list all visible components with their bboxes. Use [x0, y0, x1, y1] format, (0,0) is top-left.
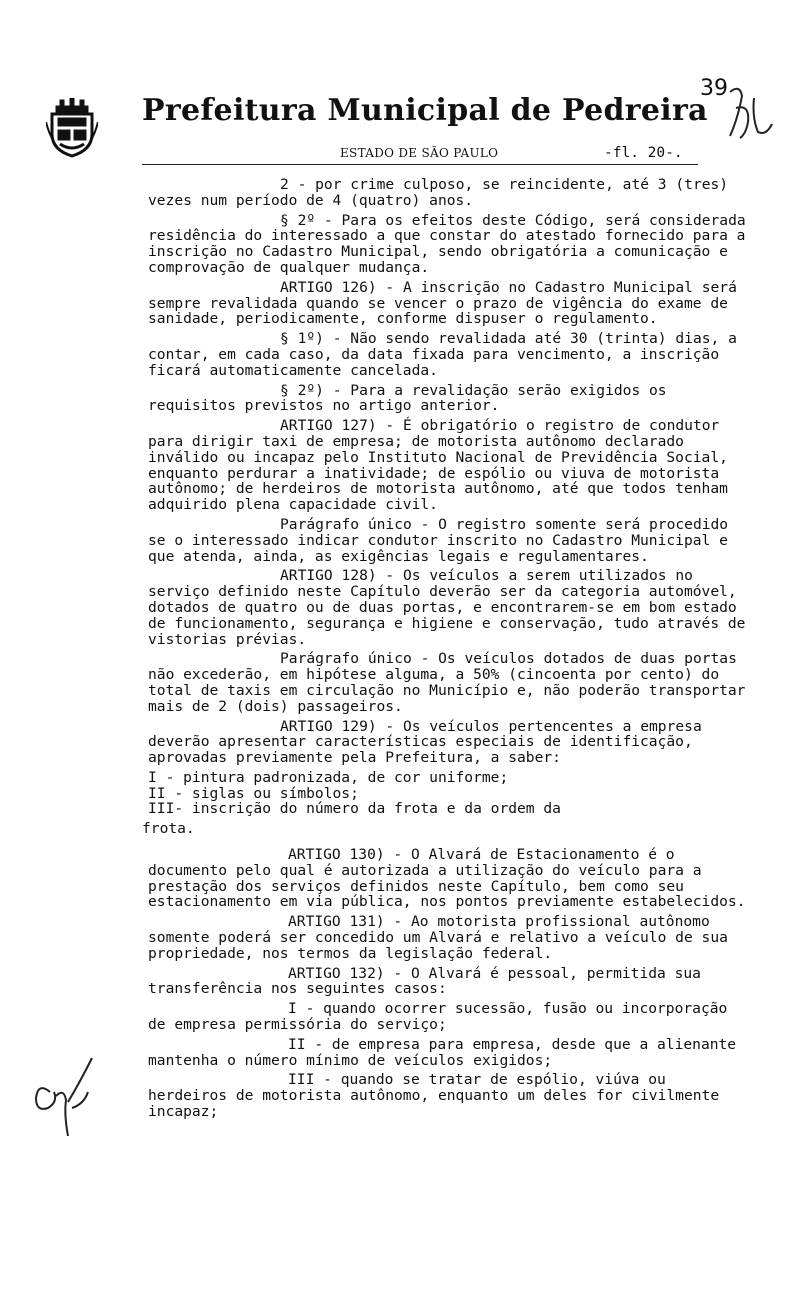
list-item: I - pintura padronizada, de cor uniforme;	[148, 768, 509, 786]
paragraph: § 1º) - Não sendo revalidada até 30 (trinta) dias, a contar, em cada caso, da data fixada para vencimento, a inscrição ficará automaticamente cancelada.	[148, 330, 737, 379]
handwritten-page-number: 39	[700, 76, 728, 101]
paragraph: ARTIGO 128) - Os veículos a serem utilizados no serviço definido neste Capítulo deverão ser da categoria automóvel, dotados de quatro ou de duas portas, e encontrarem-se em bom estado de funcionamento, segurança e higiene e conservação, tudo através de vistorias prévias.	[148, 567, 746, 648]
list-item: II - siglas ou símbolos;	[148, 784, 359, 802]
paragraph: I - quando ocorrer sucessão, fusão ou incorporação de empresa permissória do serviço;	[148, 1000, 728, 1034]
paragraph: ARTIGO 131) - Ao motorista profissional autônomo somente poderá ser concedido um Alvará e relativo a veículo de sua propriedade, nos termos da legislação federal.	[148, 913, 728, 962]
municipal-coat-of-arms-icon	[46, 98, 98, 158]
paragraph: II - de empresa para empresa, desde que a alienante mantenha o número mínimo de veículos exigidos;	[148, 1035, 737, 1069]
paragraph: ARTIGO 132) - O Alvará é pessoal, permitida sua transferência nos seguintes casos:	[148, 964, 701, 998]
document-body	[142, 176, 748, 1124]
paragraph: ARTIGO 129) - Os veículos pertencentes a empresa deverão apresentar características especiais de identificação, aprovadas previamente pela Prefeitura, a saber:	[148, 717, 702, 767]
page-title: Prefeitura Municipal de Pedreira	[142, 93, 708, 128]
paragraph: ARTIGO 126) - A inscrição no Cadastro Municipal será sempre revalidada quando se vencer o prazo de vigência do exame de sanidade, periodicamente, conforme dispuser o regulamento.	[148, 278, 737, 328]
paragraph: § 2º) - Para a revalidação serão exigidos os requisitos previstos no artigo anterior.	[148, 381, 667, 415]
state-subtitle: ESTADO DE SÃO PAULO	[340, 146, 499, 160]
paragraph: § 2º - Para os efeitos deste Código, será considerada residência do interessado a que constar do atestado fornecido para a inscrição no Cadastro Municipal, sendo obrigatória a comunicação e comprovação de qualquer mudança.	[148, 211, 746, 276]
list-item-continuation: frota.	[142, 820, 195, 838]
header-divider	[142, 164, 698, 165]
paragraph: 2 - por crime culposo, se reincidente, até 3 (tres) vezes num período de 4 (quatro) anos.	[148, 176, 729, 209]
paragraph: ARTIGO 130) - O Alvará de Estacionamento é o documento pelo qual é autorizada a utilização do veículo para a prestação dos serviços definidos neste Capítulo, bem como seu estacionamento em via pública, nos pontos previamente estabelecidos.	[148, 846, 746, 911]
handwritten-initials-icon	[710, 78, 780, 148]
paragraph: Parágrafo único - O registro somente será procedido se o interessado indicar condutor inscrito no Cadastro Municipal e que atenda, ainda, as exigências legais e regulamentares.	[148, 515, 729, 565]
margin-signature-icon	[28, 1052, 108, 1142]
paragraph: Parágrafo único - Os veículos dotados de duas portas não excederão, em hipótese alguma, a 50% (cincoenta por cento) do total de taxis em circulação no Município e, não poderão transportar mais de 2 (dois) passageiros.	[148, 650, 746, 715]
folio-number: -fl. 20-.	[604, 145, 683, 161]
list-item: III- inscrição do número da frota e da ordem da	[148, 800, 561, 818]
paragraph: ARTIGO 127) - É obrigatório o registro de condutor para dirigir taxi de empresa; de motorista autônomo declarado inválido ou incapaz pelo Instituto Nacional de Previdência Social, enquanto perdurar a inatividade; de espólio ou viuva de motorista autônomo; de herdeiros de motorista autônomo, até que todos tenham adquirido plena capacidade civil.	[148, 417, 728, 514]
paragraph: III - quando se tratar de espólio, viúva ou herdeiros de motorista autônomo, enquanto um deles for civilmente incapaz;	[148, 1071, 720, 1121]
